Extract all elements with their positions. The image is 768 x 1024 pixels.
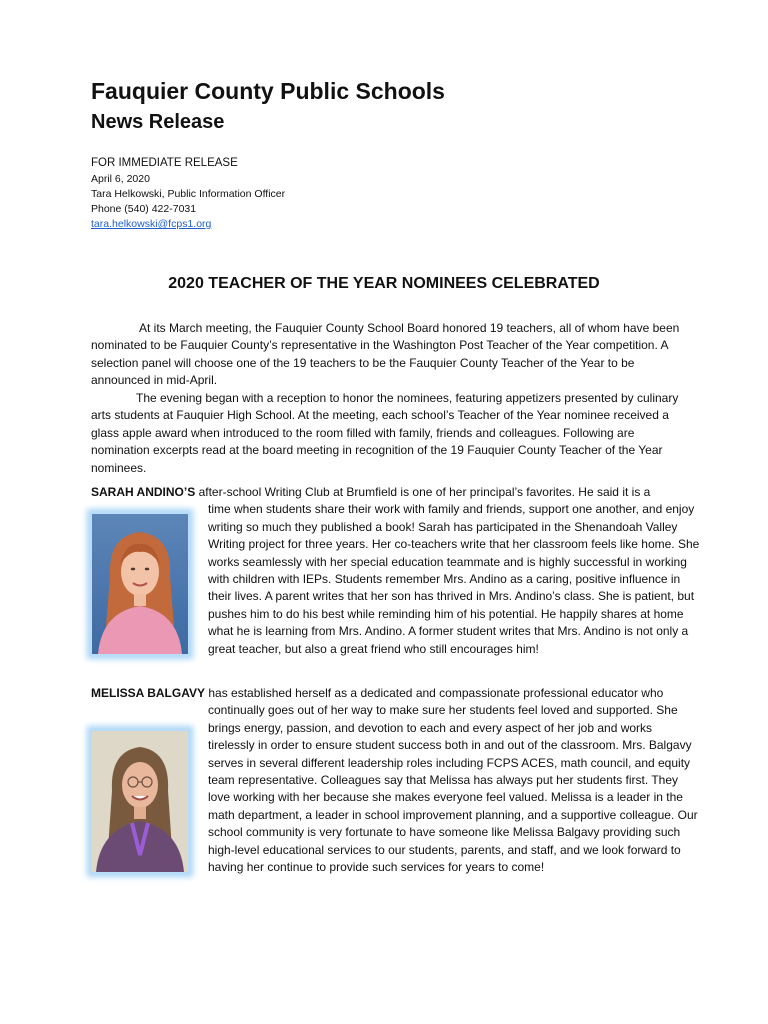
- portrait-image: [92, 731, 188, 872]
- contact-phone: Phone (540) 422-7031: [91, 203, 197, 215]
- reception-paragraph: [91, 390, 691, 477]
- nominee-balgavy: [91, 685, 701, 875]
- nominee-andino: [91, 484, 701, 656]
- nominee-intro: has established herself as a dedicated and compassionate professional educator who: [205, 686, 664, 700]
- nominee-name: SARAH ANDINO’S: [91, 485, 196, 499]
- document-type: News Release: [91, 111, 225, 133]
- intro-paragraph-text: At its March meeting, the Fauquier County School Board honored 19 teachers, all of whom have been nominated to be Fauquier County’s representative in the Washington Post Teacher of the Year competition. A selection panel will choose one of the 19 teachers to be the Fauquier County Teacher of the Year to be announced in mid-April.: [91, 321, 680, 388]
- nominee-photo-andino: [90, 512, 190, 656]
- contact-name: Tara Helkowski, Public Information Officer: [91, 188, 286, 200]
- reception-paragraph-text: The evening began with a reception to honor the nominees, featuring appetizers presented by culinary arts students at Fauquier High School. At the meeting, each school’s Teacher of the Year nominee received a glass apple award when introduced to the room filled with family, friends and colleagues. Following are nomination excerpts read at the board meeting in recognition of the 19 Fauquier County Teacher of the Year nominees.: [91, 391, 679, 475]
- nominee-bio: time when students share their work with family and friends, support one another, and enjoy writing so much they published a book! Sarah has participated in the Shenandoah Valley Writing project for three years. Her co-teachers write that her classroom feels like home. She works seamlessly with her special education teammate and is highly successful in working with children with IEPs. Students remember Mrs. Andino as a caring, positive influence in their lives. A parent writes that her son has thrived in Mrs. Andino’s class. She is patient, but pushes him to do his best while reminding him of his potential. He happily shares at home what he is learning from Mrs. Andino. A former student writes that Mrs. Andino is not only a great teacher, but also a great friend who still encourages him!: [208, 502, 700, 656]
- nominee-name: MELISSA BALGAVY: [91, 686, 206, 700]
- release-date: April 6, 2020: [91, 173, 150, 185]
- org-title: Fauquier County Public Schools: [91, 78, 445, 104]
- release-note: FOR IMMEDIATE RELEASE: [91, 157, 238, 169]
- intro-paragraph: [91, 320, 691, 390]
- article-headline: 2020 TEACHER OF THE YEAR NOMINEES CELEBRATED: [168, 275, 600, 292]
- contact-email-link[interactable]: tara.helkowski@fcps1.org: [91, 218, 212, 230]
- nominee-first-line: [91, 484, 701, 501]
- portrait-image: [92, 514, 188, 654]
- nominee-bio: continually goes out of her way to make sure her students feel loved and supported. She brings energy, passion, and devotion to each and every aspect of her job and works tirelessly in order to ensure student success both in and out of the classroom. Mrs. Balgavy serves in several different leadership roles including FCPS ACES, math council, and equity team representative. Colleagues say that Melissa has always put her students first. They love working with her because she makes everyone feel valued. Melissa is a leader in the math department, a leader in school improvement planning, and a supportive colleague. Our school community is very fortunate to have someone like Melissa Balgavy providing such high-level educational services to our students, parents, and staff, and we look forward to having her continue to provide such services for years to come!: [208, 703, 698, 875]
- nominee-photo-balgavy: [90, 729, 190, 874]
- nominee-first-line: [91, 685, 701, 702]
- nominee-intro: after-school Writing Club at Brumfield is one of her principal’s favorites. He said it is a: [195, 485, 651, 499]
